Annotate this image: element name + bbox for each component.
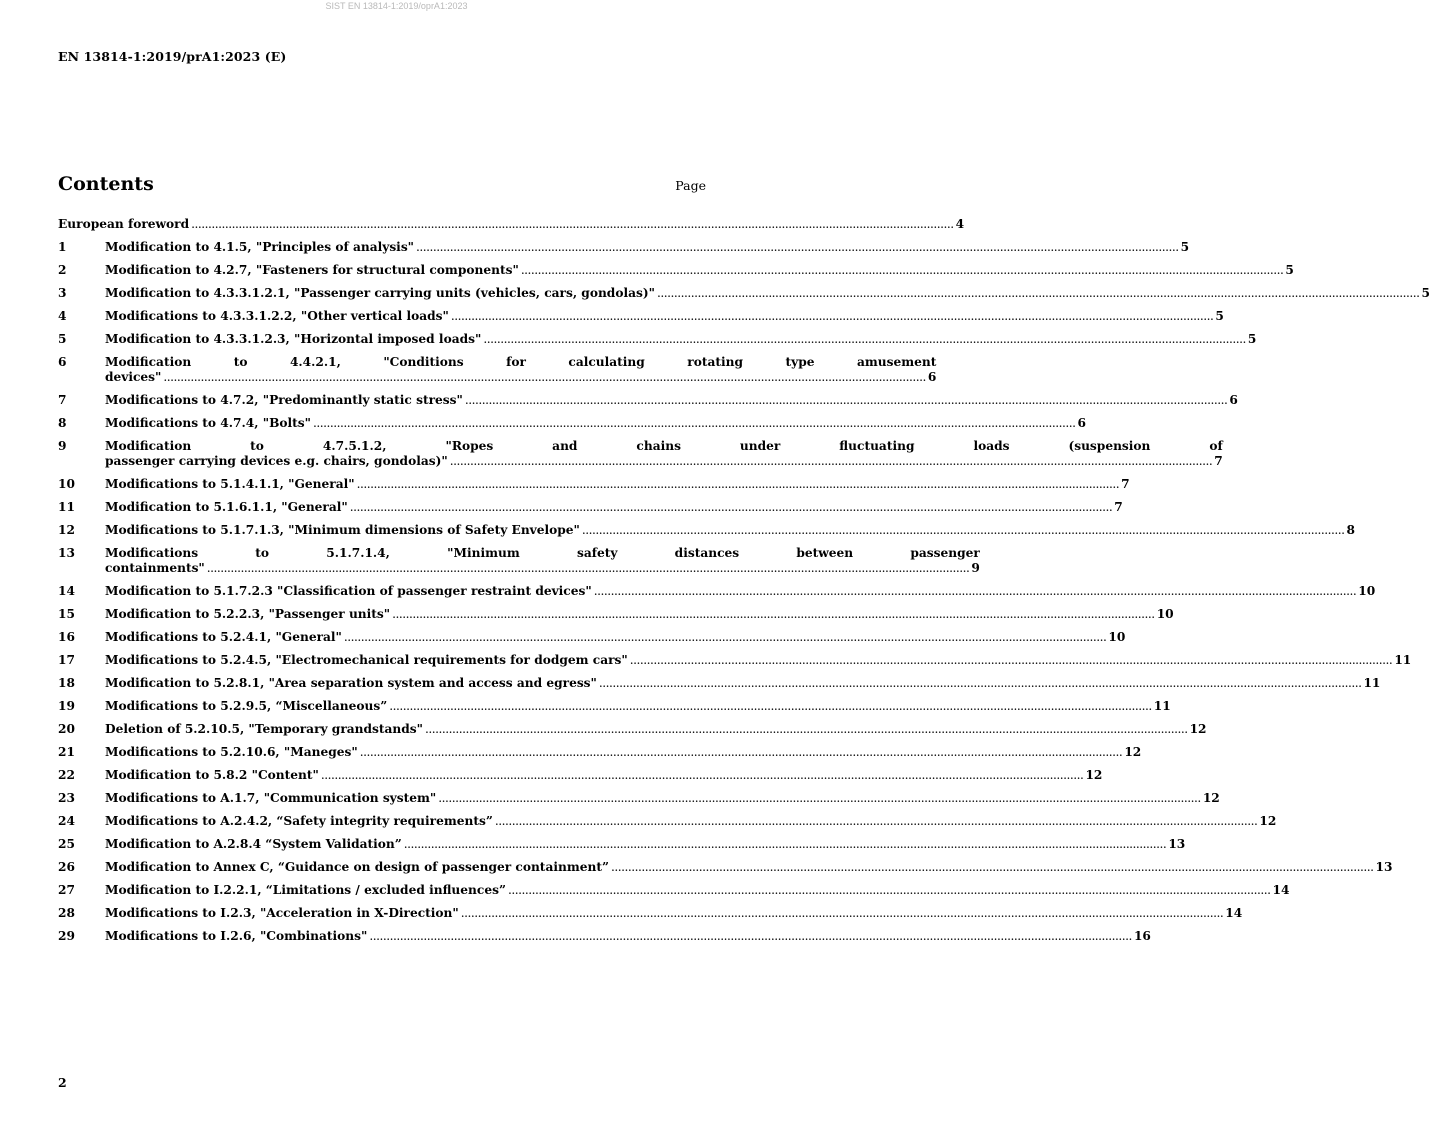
toc-entry-number: 3 [58, 286, 67, 300]
toc-entry-page: 13 [1168, 837, 1186, 851]
toc-entry[interactable] [58, 699, 1171, 714]
page-number: 2 [58, 1075, 67, 1090]
toc-entry-page: 10 [1156, 607, 1174, 621]
toc-entry-title: Deletion of 5.2.10.5, "Temporary grandstands" [105, 722, 424, 736]
dot-leader [438, 791, 1201, 806]
toc-entry-title: Modification to A.2.8.4 “System Validation” [105, 837, 402, 851]
toc-entry-number: 20 [58, 722, 75, 736]
toc-entry-number: 12 [58, 523, 75, 537]
toc-entry-page: 12 [1124, 745, 1142, 759]
dot-leader [425, 722, 1188, 737]
toc-entry[interactable] [58, 439, 1223, 469]
toc-entry-title-continuation: devices" [105, 370, 162, 384]
toc-entry-title: Modification to 4.3.3.1.2.3, "Horizontal imposed loads" [105, 332, 482, 346]
toc-entry[interactable] [58, 286, 1430, 301]
toc-entry-title: Modifications to I.2.6, "Combinations" [105, 929, 368, 943]
toc-entry-number: 6 [58, 355, 67, 369]
toc-entry-number: 23 [58, 791, 75, 805]
toc-entry[interactable] [58, 630, 1126, 645]
toc-entry-number: 25 [58, 837, 75, 851]
toc-entry-number: 24 [58, 814, 75, 828]
dot-leader [321, 768, 1084, 783]
toc-entry[interactable] [58, 332, 1257, 347]
toc-entry[interactable] [58, 906, 1243, 921]
toc-entry-title: Modifications to I.2.3, "Acceleration in X-Direction" [105, 906, 459, 920]
dot-leader [508, 883, 1271, 898]
toc-entry-number: 22 [58, 768, 75, 782]
dot-leader [495, 814, 1258, 829]
toc-entry[interactable] [58, 722, 1207, 737]
toc-entry-title: Modifications to 5.2.4.5, "Electromechanical requirements for dodgem cars" [105, 653, 628, 667]
toc-entry-title: Modifications to 5.2.10.6, "Maneges" [105, 745, 358, 759]
contents-heading: Contents [58, 173, 154, 195]
dot-leader [163, 370, 926, 385]
page-column-label: Page [675, 178, 706, 193]
toc-entry-number: 2 [58, 263, 67, 277]
toc-entry-number: 7 [58, 393, 67, 407]
toc-entry-page: 7 [1114, 500, 1123, 514]
toc-entry-title: Modifications to 5.1.7.1.3, "Minimum dimensions of Safety Envelope" [105, 523, 580, 537]
dot-leader [611, 860, 1374, 875]
toc-entry-number: 8 [58, 416, 67, 430]
toc-entry-number: 9 [58, 439, 67, 453]
toc-entry[interactable] [58, 791, 1220, 806]
dot-leader [594, 584, 1357, 599]
toc-entry-page: 5 [1215, 309, 1224, 323]
toc-entry[interactable] [58, 768, 1103, 783]
toc-entry-page: 11 [1363, 676, 1381, 690]
toc-entry-title: Modification to 5.2.2.3, "Passenger units" [105, 607, 391, 621]
toc-entry-number: 27 [58, 883, 75, 897]
toc-entry[interactable] [58, 929, 1151, 944]
toc-entry-number: 29 [58, 929, 75, 943]
toc-entry-title: Modification to 5.8.2 "Content" [105, 768, 319, 782]
toc-entry[interactable] [58, 653, 1412, 668]
toc-entry[interactable] [58, 814, 1277, 829]
dot-leader [207, 561, 970, 576]
dot-leader [191, 217, 954, 232]
toc-entry-number: 15 [58, 607, 75, 621]
toc-entry-number: 14 [58, 584, 75, 598]
table-of-contents [58, 217, 1430, 952]
toc-entry[interactable] [58, 355, 937, 385]
toc-entry[interactable] [58, 607, 1174, 622]
toc-entry-page: 10 [1358, 584, 1376, 598]
toc-entry-title: Modifications to 5.2.4.1, "General" [105, 630, 342, 644]
toc-entry-number: 18 [58, 676, 75, 690]
dot-leader [630, 653, 1393, 668]
toc-entry[interactable] [58, 523, 1355, 538]
toc-entry-page: 8 [1346, 523, 1355, 537]
dot-leader [582, 523, 1345, 538]
toc-entry[interactable] [58, 837, 1186, 852]
toc-entry-page: 12 [1202, 791, 1220, 805]
toc-entry[interactable] [58, 240, 1190, 255]
toc-entry-number: 5 [58, 332, 67, 346]
document-id: EN 13814-1:2019/prA1:2023 (E) [58, 49, 287, 64]
toc-entry-title: Modification to 5.1.6.1.1, "General" [105, 500, 348, 514]
dot-leader [465, 393, 1228, 408]
toc-entry-page: 5 [1180, 240, 1190, 254]
toc-entry-title: European foreword [58, 217, 190, 231]
toc-entry-page: 10 [1108, 630, 1126, 644]
toc-entry-page: 14 [1225, 906, 1243, 920]
toc-entry-title: Modifications to 5.1.7.1.4, "Minimum safety distances between passenger [105, 546, 980, 560]
toc-entry[interactable] [58, 860, 1393, 875]
toc-entry-title: Modification to 5.1.7.2.3 "Classification of passenger restraint devices" [105, 584, 592, 598]
dot-leader [521, 263, 1284, 278]
toc-entry[interactable] [58, 309, 1224, 324]
dot-leader [389, 699, 1152, 714]
toc-entry-number: 19 [58, 699, 75, 713]
toc-entry-number: 17 [58, 653, 75, 667]
toc-entry-page: 12 [1259, 814, 1277, 828]
toc-entry-title: Modification to Annex C, “Guidance on design of passenger containment” [105, 860, 609, 874]
toc-entry[interactable] [58, 745, 1142, 760]
toc-entry-page: 12 [1189, 722, 1207, 736]
dot-leader [451, 309, 1214, 324]
toc-entry-number: 10 [58, 477, 75, 491]
toc-entry-title: Modifications to 4.7.4, "Bolts" [105, 416, 311, 430]
toc-entry-page: 9 [971, 561, 980, 575]
toc-entry-title: Modification to I.2.2.1, “Limitations / excluded influences” [105, 883, 506, 897]
toc-entry-page: 16 [1133, 929, 1151, 943]
toc-entry-number: 21 [58, 745, 75, 759]
dot-leader [657, 286, 1420, 301]
toc-entry-title: Modification to 4.3.3.1.2.1, "Passenger carrying units (vehicles, cars, gondolas)" [105, 286, 655, 300]
toc-entry-title: Modification to 4.4.2.1, "Conditions for calculating rotating type amusement [105, 355, 937, 369]
dot-leader [392, 607, 1155, 622]
toc-entry-title: Modifications to A.2.4.2, “Safety integrity requirements” [105, 814, 493, 828]
toc-entry-title-continuation: containments" [105, 561, 205, 575]
toc-entry-number: 16 [58, 630, 75, 644]
toc-entry-page: 6 [1077, 416, 1086, 430]
toc-entry-title: Modifications to A.1.7, "Communication system" [105, 791, 437, 805]
toc-entry-page: 5 [1285, 263, 1294, 277]
toc-entry-page: 5 [1247, 332, 1257, 346]
dot-leader [450, 454, 1213, 469]
toc-entry-page: 6 [927, 370, 937, 384]
dot-leader [483, 332, 1246, 347]
dot-leader [360, 745, 1123, 760]
dot-leader [357, 477, 1120, 492]
watermark: SIST EN 13814-1:2019/oprA1:2023 [325, 1, 468, 11]
toc-entry[interactable] [58, 500, 1123, 515]
dot-leader [416, 240, 1179, 255]
toc-entry[interactable] [58, 217, 965, 232]
toc-entry[interactable] [58, 263, 1294, 278]
dot-leader [369, 929, 1132, 944]
toc-entry-number: 1 [58, 240, 67, 254]
toc-entry-page: 6 [1229, 393, 1238, 407]
toc-entry-title: Modifications to 5.1.4.1.1, "General" [105, 477, 355, 491]
toc-entry-page: 7 [1121, 477, 1130, 491]
toc-entry-page: 13 [1375, 860, 1393, 874]
toc-entry-number: 28 [58, 906, 75, 920]
toc-entry-title: Modification to 5.2.8.1, "Area separation system and access and egress" [105, 676, 597, 690]
dot-leader [599, 676, 1362, 691]
toc-entry[interactable] [58, 676, 1381, 691]
toc-entry-page: 7 [1214, 454, 1223, 468]
dot-leader [313, 416, 1076, 431]
toc-entry-title: Modifications to 5.2.9.5, “Miscellaneous” [105, 699, 388, 713]
toc-entry[interactable] [58, 393, 1238, 408]
toc-entry[interactable] [58, 546, 980, 576]
toc-entry-number: 4 [58, 309, 67, 323]
toc-entry-page: 5 [1421, 286, 1430, 300]
dot-leader [461, 906, 1224, 921]
toc-entry-page: 11 [1153, 699, 1171, 713]
toc-entry[interactable] [58, 416, 1086, 431]
dot-leader [344, 630, 1107, 645]
toc-entry-number: 26 [58, 860, 75, 874]
toc-entry-title: Modifications to 4.7.2, "Predominantly static stress" [105, 393, 463, 407]
toc-entry-title: Modifications to 4.3.3.1.2.2, "Other vertical loads" [105, 309, 449, 323]
dot-leader [404, 837, 1167, 852]
toc-entry-title: Modification to 4.7.5.1.2, "Ropes and chains under fluctuating loads (suspension of [105, 439, 1223, 453]
toc-entry-title: Modification to 4.2.7, "Fasteners for structural components" [105, 263, 519, 277]
toc-entry-page: 11 [1394, 653, 1412, 667]
toc-entry[interactable] [58, 477, 1130, 492]
toc-entry-page: 4 [955, 217, 965, 231]
dot-leader [350, 500, 1113, 515]
toc-entry-number: 11 [58, 500, 75, 514]
toc-entry[interactable] [58, 883, 1290, 898]
toc-entry[interactable] [58, 584, 1376, 599]
toc-entry-page: 14 [1272, 883, 1290, 897]
toc-entry-page: 12 [1085, 768, 1103, 782]
toc-entry-number: 13 [58, 546, 75, 560]
toc-entry-title: Modification to 4.1.5, "Principles of analysis" [105, 240, 415, 254]
toc-entry-title-continuation: passenger carrying devices e.g. chairs, gondolas)" [105, 454, 448, 468]
